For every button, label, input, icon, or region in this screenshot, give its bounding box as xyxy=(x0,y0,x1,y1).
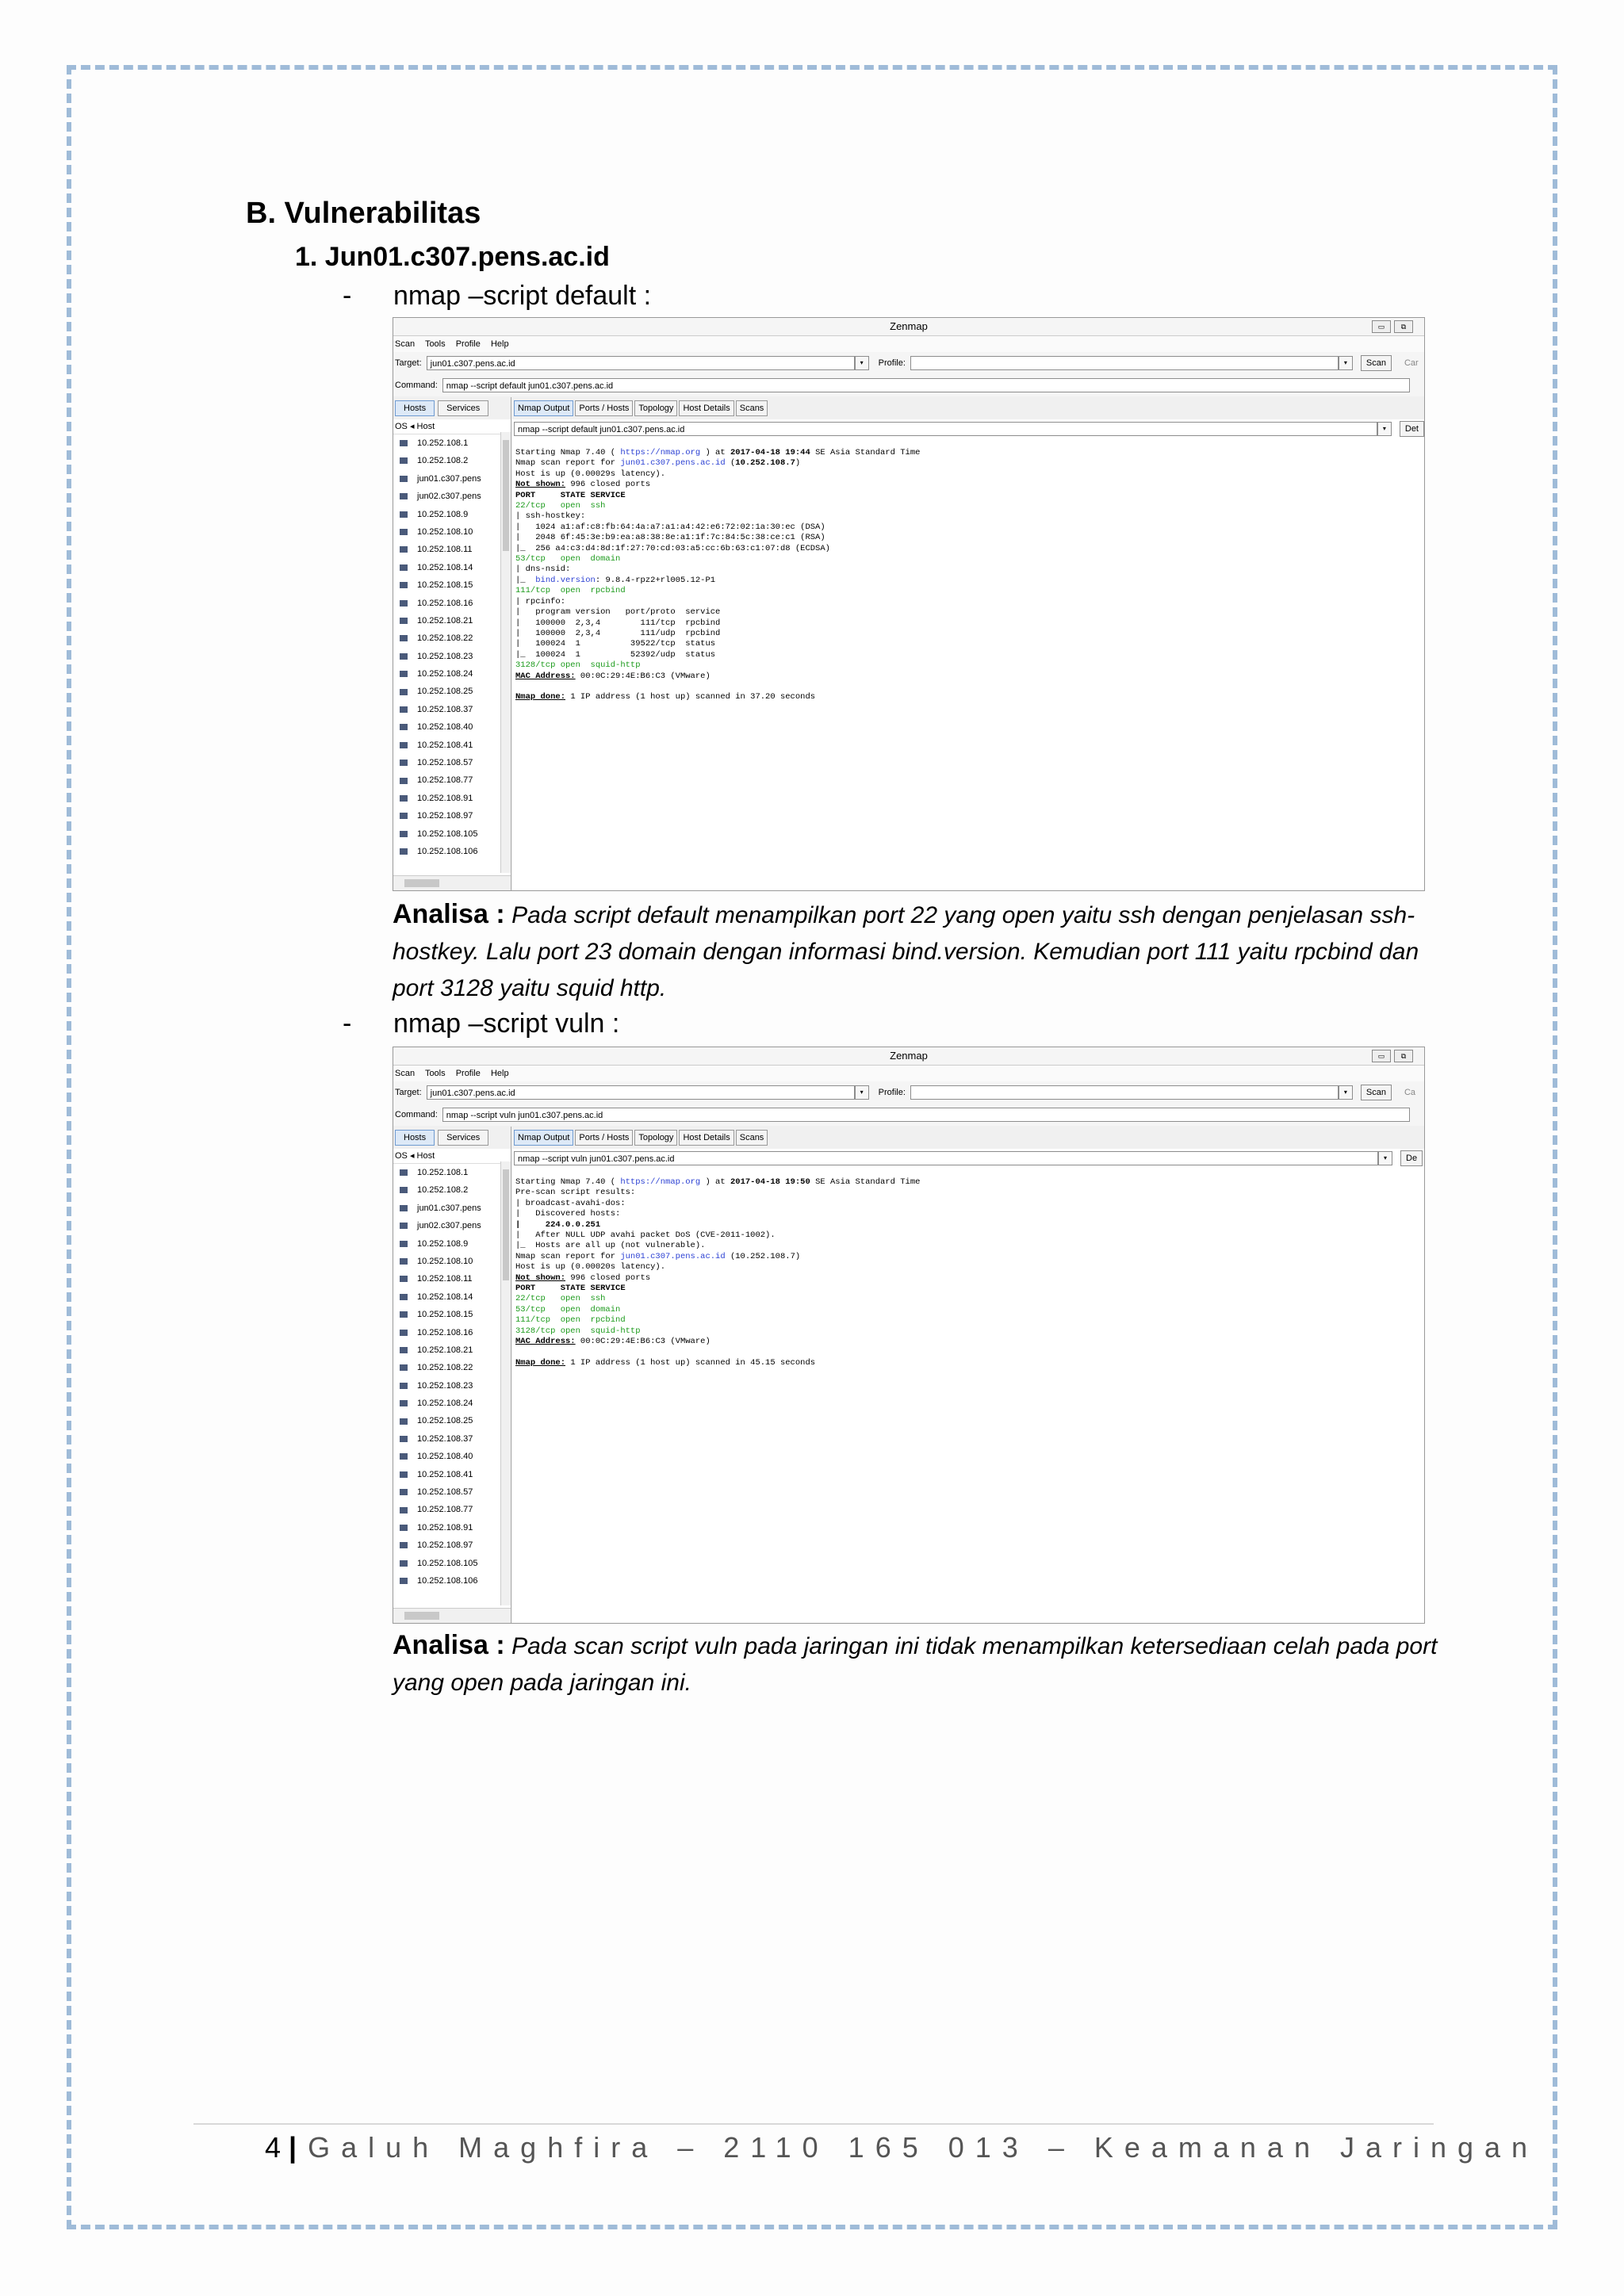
host-list-item[interactable] xyxy=(393,576,511,594)
tab-nmap-output[interactable]: Nmap Output xyxy=(514,1130,573,1146)
menu-scan[interactable]: Scan xyxy=(395,339,416,349)
host-list-item[interactable] xyxy=(393,506,511,523)
computer-icon xyxy=(400,493,408,499)
chevron-down-icon[interactable]: ▾ xyxy=(1339,1085,1353,1100)
menu-profile[interactable]: Profile xyxy=(455,339,481,349)
output-pane xyxy=(512,397,1424,890)
menu-bar xyxy=(393,336,1424,352)
page-footer xyxy=(265,2131,1538,2164)
host-list-item[interactable] xyxy=(393,1324,511,1341)
host-list-item[interactable] xyxy=(393,1288,511,1306)
host-name: 10.252.108.22 xyxy=(417,633,473,644)
host-list-item[interactable] xyxy=(393,488,511,505)
host-list-item[interactable] xyxy=(393,1377,511,1395)
host-name: 10.252.108.23 xyxy=(417,1380,473,1391)
computer-icon xyxy=(400,689,408,695)
computer-icon xyxy=(400,440,408,446)
tab-topology[interactable]: Topology xyxy=(634,1130,677,1146)
host-name: 10.252.108.1 xyxy=(417,1168,469,1177)
scrollbar-thumb[interactable] xyxy=(503,440,509,551)
host-list-item[interactable] xyxy=(393,1253,511,1270)
host-list-item[interactable] xyxy=(393,1501,511,1518)
host-name: 10.252.108.57 xyxy=(417,758,473,768)
command-row xyxy=(393,374,1424,396)
window-title: Zenmap xyxy=(890,320,928,332)
computer-icon xyxy=(400,1525,408,1531)
host-list-item[interactable] xyxy=(393,541,511,558)
host-name: 10.252.108.23 xyxy=(417,651,473,661)
host-list-item[interactable] xyxy=(393,1555,511,1572)
footer-text: Galuh Maghfira – 2110 165 013 – Keamanan Jaringan xyxy=(308,2131,1539,2164)
section-title: B. Vulnerabilitas xyxy=(246,197,481,230)
footer-separator: | xyxy=(289,2131,297,2164)
host-name: 10.252.108.57 xyxy=(417,1487,473,1498)
computer-icon xyxy=(400,778,408,784)
computer-icon xyxy=(400,724,408,730)
host-name: 10.252.108.25 xyxy=(417,1416,473,1426)
vertical-scrollbar[interactable] xyxy=(500,432,511,873)
host-list-item[interactable] xyxy=(393,523,511,541)
computer-icon xyxy=(400,1383,408,1389)
computer-icon xyxy=(400,1436,408,1442)
host-list-item[interactable] xyxy=(393,1164,511,1181)
host-name: 10.252.108.16 xyxy=(417,1327,473,1337)
menu-help[interactable]: Help xyxy=(490,339,509,349)
host-list-item[interactable] xyxy=(393,1466,511,1483)
host-name: 10.252.108.105 xyxy=(417,828,478,839)
host-name: 10.252.108.16 xyxy=(417,598,473,608)
computer-icon xyxy=(400,742,408,748)
host-name: 10.252.108.97 xyxy=(417,811,473,821)
target-input[interactable]: jun01.c307.pens.ac.id xyxy=(427,1085,855,1100)
cancel-button[interactable]: Car xyxy=(1404,358,1419,368)
minimize-icon[interactable]: ▭ xyxy=(1372,1050,1391,1062)
host-name: 10.252.108.11 xyxy=(417,545,473,555)
chevron-down-icon[interactable]: ▾ xyxy=(1377,422,1392,436)
profile-select[interactable] xyxy=(910,1085,1339,1100)
zenmap-body xyxy=(393,1127,1424,1623)
host-list-item[interactable] xyxy=(393,629,511,647)
computer-icon xyxy=(400,831,408,837)
computer-icon xyxy=(400,1489,408,1495)
target-input[interactable]: jun01.c307.pens.ac.id xyxy=(427,356,855,370)
computer-icon xyxy=(400,564,408,571)
host-list xyxy=(393,434,511,860)
host-list-item[interactable] xyxy=(393,790,511,807)
host-name: 10.252.108.14 xyxy=(417,1292,473,1302)
tab-hosts[interactable]: Hosts xyxy=(395,1130,435,1146)
host-name: 10.252.108.21 xyxy=(417,1345,473,1355)
host-list-item[interactable] xyxy=(393,1306,511,1323)
host-list-item[interactable] xyxy=(393,1448,511,1465)
host-list-item[interactable] xyxy=(393,1235,511,1253)
host-name: jun02.c307.pens xyxy=(417,492,481,502)
computer-icon xyxy=(400,1330,408,1336)
host-list-item[interactable] xyxy=(393,1572,511,1590)
computer-icon xyxy=(400,618,408,624)
host-list-header[interactable]: OS ◂ Host xyxy=(393,1149,511,1164)
output-command-select[interactable]: nmap --script default jun01.c307.pens.ac.id xyxy=(514,422,1377,436)
target-label: Target: xyxy=(395,358,422,368)
bullet-title: nmap –script vuln : xyxy=(393,1008,620,1039)
host-list-item[interactable] xyxy=(393,1519,511,1536)
host-list-item[interactable] xyxy=(393,807,511,825)
menu-bar xyxy=(393,1066,1424,1081)
tab-ports-hosts[interactable]: Ports / Hosts xyxy=(575,1130,633,1146)
host-name: 10.252.108.91 xyxy=(417,793,473,803)
host-name: 10.252.108.10 xyxy=(417,526,473,537)
minimize-icon[interactable]: ▭ xyxy=(1372,320,1391,333)
hosts-pane xyxy=(393,397,511,890)
host-name: jun02.c307.pens xyxy=(417,1221,481,1231)
chevron-down-icon[interactable]: ▾ xyxy=(855,356,869,370)
host-list-item[interactable] xyxy=(393,1483,511,1501)
restore-icon[interactable]: ⧉ xyxy=(1394,1050,1413,1062)
host-name: 10.252.108.10 xyxy=(417,1256,473,1266)
analisa-label: Analisa : xyxy=(393,899,505,929)
host-list-item[interactable] xyxy=(393,718,511,736)
host-list-item[interactable] xyxy=(393,1341,511,1359)
tab-services[interactable]: Services xyxy=(438,1130,488,1146)
menu-tools[interactable]: Tools xyxy=(424,339,446,349)
scrollbar-thumb[interactable] xyxy=(503,1169,509,1280)
command-label: Command: xyxy=(395,1110,438,1119)
host-list-item[interactable] xyxy=(393,1536,511,1554)
computer-icon xyxy=(400,1276,408,1282)
host-list-item[interactable] xyxy=(393,843,511,860)
window-titlebar xyxy=(393,1047,1424,1066)
host-list-item[interactable] xyxy=(393,1430,511,1448)
host-name: 10.252.108.41 xyxy=(417,740,473,750)
host-name: 10.252.108.24 xyxy=(417,669,473,679)
host-list-item[interactable] xyxy=(393,1395,511,1412)
host-name: 10.252.108.91 xyxy=(417,1522,473,1533)
hosts-pane xyxy=(393,1127,511,1623)
computer-icon xyxy=(400,600,408,607)
host-tabs xyxy=(393,397,511,419)
computer-icon xyxy=(400,795,408,802)
computer-icon xyxy=(400,1187,408,1193)
tab-scans[interactable]: Scans xyxy=(736,1130,768,1146)
analisa-text: Pada script default menampilkan port 22 yang open yaitu ssh dengan penjelasan ssh-hostkey. Lalu port 23 domain dengan informasi bind.version. Kemudian port 111 yaitu rpcbind dan port 3128 yaitu squid http. xyxy=(393,902,1419,1001)
menu-help[interactable]: Help xyxy=(490,1069,509,1078)
analisa-label: Analisa : xyxy=(393,1630,505,1660)
horizontal-scrollbar[interactable] xyxy=(393,875,511,890)
host-name: 10.252.108.40 xyxy=(417,722,473,733)
host-name: jun01.c307.pens xyxy=(417,1203,481,1213)
tab-ports-hosts[interactable]: Ports / Hosts xyxy=(575,400,633,416)
computer-icon xyxy=(400,760,408,766)
computer-icon xyxy=(400,671,408,677)
analisa-vuln xyxy=(393,1627,1439,1701)
host-name: 10.252.108.14 xyxy=(417,562,473,572)
computer-icon xyxy=(400,635,408,641)
host-list-item[interactable] xyxy=(393,737,511,754)
computer-icon xyxy=(400,848,408,855)
menu-tools[interactable]: Tools xyxy=(424,1069,446,1078)
output-command-row xyxy=(512,419,1424,438)
restore-icon[interactable]: ⧉ xyxy=(1394,320,1413,333)
computer-icon xyxy=(400,1258,408,1265)
tab-scans[interactable]: Scans xyxy=(736,400,768,416)
tab-topology[interactable]: Topology xyxy=(634,400,677,416)
analisa-text: Pada scan script vuln pada jaringan ini tidak menampilkan ketersediaan celah pada port yang open pada jaringan ini. xyxy=(393,1633,1438,1696)
chevron-down-icon[interactable]: ▾ xyxy=(855,1085,869,1100)
host-list-item[interactable] xyxy=(393,452,511,469)
tab-nmap-output[interactable]: Nmap Output xyxy=(514,400,573,416)
output-command-select[interactable]: nmap --script vuln jun01.c307.pens.ac.id xyxy=(514,1151,1378,1165)
command-input[interactable]: nmap --script default jun01.c307.pens.ac.id xyxy=(442,378,1410,392)
computer-icon xyxy=(400,1223,408,1229)
profile-label: Profile: xyxy=(878,1088,906,1097)
host-tabs xyxy=(393,1127,511,1149)
bullet-dash: - xyxy=(343,281,352,311)
computer-icon xyxy=(400,1294,408,1300)
host-name: 10.252.108.11 xyxy=(417,1274,473,1284)
computer-icon xyxy=(400,813,408,819)
host-list-item[interactable] xyxy=(393,1270,511,1288)
host-list-item[interactable] xyxy=(393,825,511,843)
host-name: 10.252.108.106 xyxy=(417,1575,478,1586)
scan-button[interactable]: Scan xyxy=(1361,1085,1392,1100)
chevron-down-icon[interactable]: ▾ xyxy=(1339,356,1353,370)
computer-icon xyxy=(400,476,408,482)
host-name: 10.252.108.41 xyxy=(417,1469,473,1479)
host-list xyxy=(393,1164,511,1590)
scrollbar-thumb[interactable] xyxy=(404,1612,439,1620)
window-title: Zenmap xyxy=(890,1050,928,1062)
host-list-item[interactable] xyxy=(393,1359,511,1376)
output-command-row xyxy=(512,1149,1424,1168)
target-label: Target: xyxy=(395,1088,422,1097)
host-name: 10.252.108.97 xyxy=(417,1540,473,1551)
scrollbar-thumb[interactable] xyxy=(404,879,439,887)
host-list-item[interactable] xyxy=(393,470,511,488)
cancel-button[interactable]: Ca xyxy=(1404,1088,1416,1097)
host-name: 10.252.108.24 xyxy=(417,1399,473,1409)
output-tabs xyxy=(512,1127,1424,1149)
vertical-scrollbar[interactable] xyxy=(500,1161,511,1605)
command-input[interactable]: nmap --script vuln jun01.c307.pens.ac.id xyxy=(442,1108,1410,1122)
computer-icon xyxy=(400,1311,408,1318)
zenmap-window-default xyxy=(393,317,1425,891)
nmap-output-text: Starting Nmap 7.40 ( https://nmap.org ) at 2017-04-18 19:44 SE Asia Standard Time Nmap scan report for jun01.c307.pens.ac.id (10.252.108.7) Host is up (0.00029s latency). Not shown: 996 closed ports PORT STATE SERVICE 22/tcp open ssh | ssh-hostkey: | 1024 a1:af:c8:fb:64:4a:a7:a1:a4:42:e6:72:02:1a:30:ec (DSA) | 2048 6f:45:3e:b9:ea:a8:38:8e:a1:1f:7c:84:5c:38:ce:c1 (RSA) |_ 256 a4:c3:d4:8d:1f:27:70:cd:03:a5:cc:6b:63:c1:07:d8 (ECDSA) 53/tcp open domain | dns-nsid: |_ bind.version: 9.8.4-rpz2+rl005.12-P1 111/tcp open rpcbind | rpcinfo: | program version port/proto service | 100000 2,3,4 111/tcp rpcbind | 100000 2,3,4 111/udp rpcbind | 100024 1 39522/tcp status |_ 100024 1 52392/udp status 3128/tcp open squid-http MAC Address: 00:0C:29:4E:B6:C3 (VMware) Nmap done: 1 IP address (1 host up) scanned in 37.20 seconds xyxy=(515,448,921,702)
host-list-item[interactable] xyxy=(393,612,511,629)
tab-services[interactable]: Services xyxy=(438,400,488,416)
computer-icon xyxy=(400,1241,408,1247)
target-row xyxy=(393,352,1424,374)
host-name: 10.252.108.9 xyxy=(417,1238,469,1249)
zenmap-window-vuln xyxy=(393,1047,1425,1624)
bullet-title: nmap –script default : xyxy=(393,281,652,311)
host-name: 10.252.108.25 xyxy=(417,687,473,697)
computer-icon xyxy=(400,457,408,464)
scan-button[interactable]: Scan xyxy=(1361,355,1392,371)
tab-host-details[interactable]: Host Details xyxy=(679,400,733,416)
computer-icon xyxy=(400,1400,408,1406)
host-name: 10.252.108.2 xyxy=(417,456,469,466)
host-name: 10.252.108.40 xyxy=(417,1452,473,1462)
horizontal-scrollbar[interactable] xyxy=(393,1608,511,1623)
host-list-header[interactable]: OS ◂ Host xyxy=(393,419,511,434)
tab-host-details[interactable]: Host Details xyxy=(679,1130,733,1146)
host-name: 10.252.108.77 xyxy=(417,775,473,786)
details-button[interactable]: De xyxy=(1400,1150,1423,1166)
bullet-dash: - xyxy=(343,1008,352,1039)
host-list-item[interactable] xyxy=(393,1412,511,1429)
computer-icon xyxy=(400,653,408,660)
footer-divider xyxy=(193,2123,1434,2125)
chevron-down-icon[interactable]: ▾ xyxy=(1378,1151,1392,1165)
host-name: 10.252.108.105 xyxy=(417,1558,478,1568)
computer-icon xyxy=(400,1578,408,1584)
host-name: 10.252.108.15 xyxy=(417,1310,473,1320)
host-name: 10.252.108.1 xyxy=(417,438,469,448)
analisa-default xyxy=(393,896,1439,1007)
host-list-item[interactable] xyxy=(393,595,511,612)
host-list-item[interactable] xyxy=(393,1181,511,1199)
menu-scan[interactable]: Scan xyxy=(395,1069,416,1078)
host-name: 10.252.108.21 xyxy=(417,615,473,626)
page-number: 4 xyxy=(265,2131,282,2164)
host-list-item[interactable] xyxy=(393,1200,511,1217)
window-titlebar xyxy=(393,318,1424,336)
profile-label: Profile: xyxy=(878,358,906,368)
zenmap-body xyxy=(393,397,1424,890)
menu-profile[interactable]: Profile xyxy=(455,1069,481,1078)
nmap-output-text: Starting Nmap 7.40 ( https://nmap.org ) at 2017-04-18 19:50 SE Asia Standard Time Pre-scan script results: | broadcast-avahi-dos: | Discovered hosts: | 224.0.0.251 | After NULL UDP avahi packet DoS (CVE-2011-1002). |_ Hosts are all up (not vulnerable). Nmap scan report for jun01.c307.pens.ac.id (10.252.108.7) Host is up (0.00020s latency). Not shown: 996 closed ports PORT STATE SERVICE 22/tcp open ssh 53/tcp open domain 111/tcp open rpcbind 3128/tcp open squid-http MAC Address: 00:0C:29:4E:B6:C3 (VMware) Nmap done: 1 IP address (1 host up) scanned in 45.15 seconds xyxy=(515,1177,921,1368)
sub-title: 1. Jun01.c307.pens.ac.id xyxy=(295,242,610,272)
computer-icon xyxy=(400,1169,408,1176)
computer-icon xyxy=(400,1471,408,1478)
output-pane xyxy=(512,1127,1424,1623)
host-list-item[interactable] xyxy=(393,648,511,665)
host-list-item[interactable] xyxy=(393,1217,511,1234)
host-list-item[interactable] xyxy=(393,771,511,789)
computer-icon xyxy=(400,546,408,553)
details-button[interactable]: Det xyxy=(1400,421,1424,437)
computer-icon xyxy=(400,1542,408,1548)
command-label: Command: xyxy=(395,381,438,390)
host-list-item[interactable] xyxy=(393,665,511,683)
host-name: 10.252.108.2 xyxy=(417,1185,469,1196)
computer-icon xyxy=(400,1364,408,1371)
bullet-script-vuln xyxy=(343,1008,619,1039)
host-list-item[interactable] xyxy=(393,683,511,700)
host-name: 10.252.108.37 xyxy=(417,704,473,714)
host-name: 10.252.108.106 xyxy=(417,846,478,856)
tab-hosts[interactable]: Hosts xyxy=(395,400,435,416)
bullet-script-default xyxy=(343,281,651,312)
profile-select[interactable] xyxy=(910,356,1339,370)
host-list-item[interactable] xyxy=(393,559,511,576)
computer-icon xyxy=(400,1453,408,1460)
computer-icon xyxy=(400,529,408,535)
computer-icon xyxy=(400,1507,408,1513)
computer-icon xyxy=(400,582,408,588)
host-name: 10.252.108.22 xyxy=(417,1363,473,1373)
host-name: 10.252.108.77 xyxy=(417,1505,473,1515)
computer-icon xyxy=(400,1205,408,1211)
computer-icon xyxy=(400,1560,408,1567)
command-row xyxy=(393,1104,1424,1126)
host-name: 10.252.108.9 xyxy=(417,509,469,519)
host-list-item[interactable] xyxy=(393,434,511,452)
computer-icon xyxy=(400,1418,408,1425)
computer-icon xyxy=(400,511,408,518)
host-name: 10.252.108.37 xyxy=(417,1433,473,1444)
computer-icon xyxy=(400,706,408,713)
host-list-item[interactable] xyxy=(393,701,511,718)
computer-icon xyxy=(400,1347,408,1353)
host-name: jun01.c307.pens xyxy=(417,473,481,484)
output-tabs xyxy=(512,397,1424,419)
host-list-item[interactable] xyxy=(393,754,511,771)
target-row xyxy=(393,1081,1424,1104)
host-name: 10.252.108.15 xyxy=(417,580,473,591)
